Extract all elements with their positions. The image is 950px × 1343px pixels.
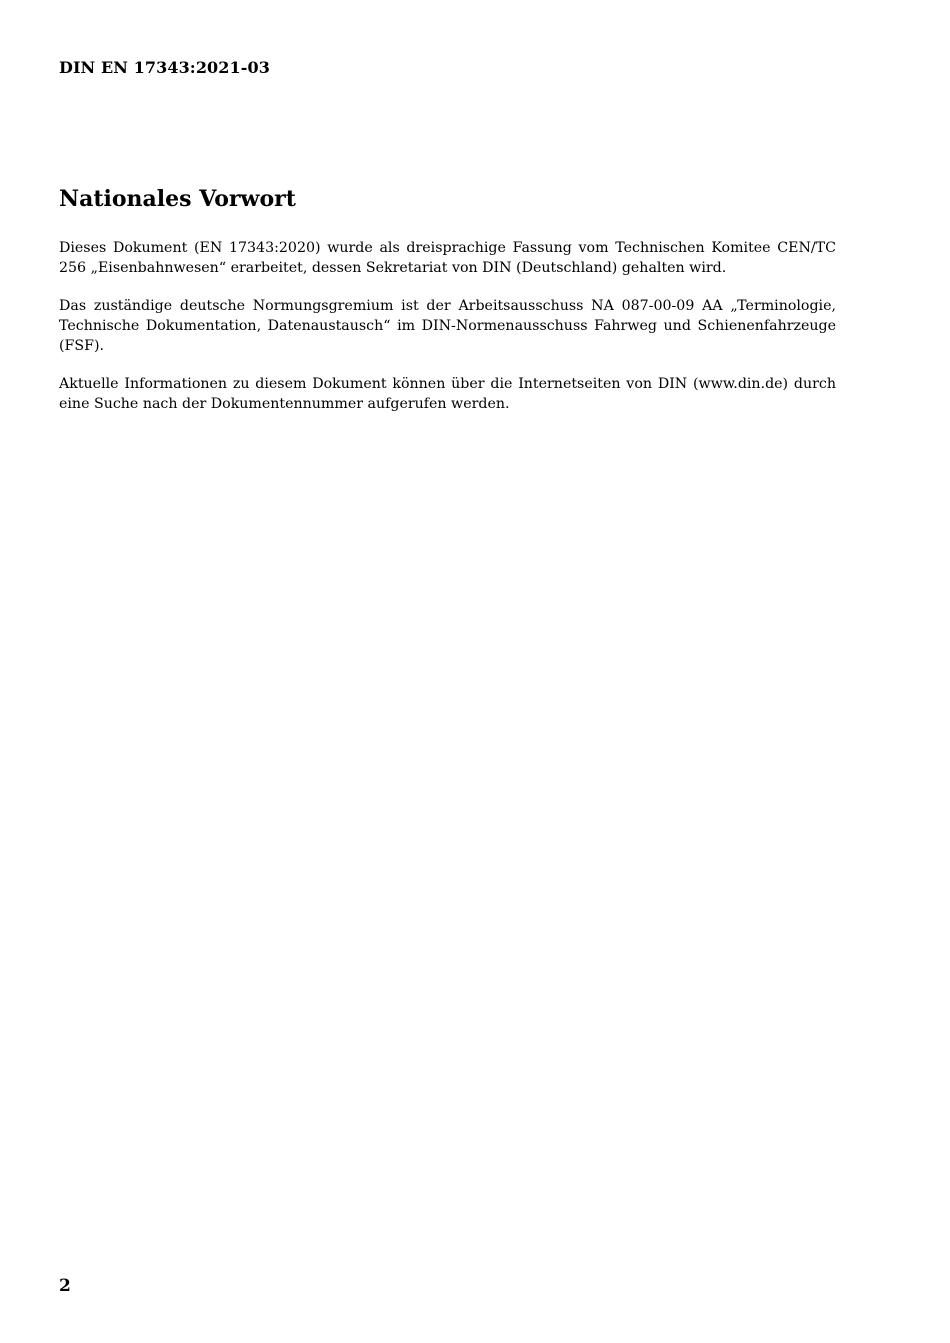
paragraph-1: Dieses Dokument (EN 17343:2020) wurde als dreisprachige Fassung vom Technischen Komitee CEN/TC 256 „Eisenbahnwesen“ erarbeitet, dessen Sekretariat von DIN (Deutschland) gehalten wird. — [59, 240, 836, 276]
paragraph-3: Aktuelle Informationen zu diesem Dokument können über die Internetseiten von DIN (www.din.de) durch eine Suche nach der Dokumentennummer aufgerufen werden. — [59, 376, 836, 412]
paragraph-2: Das zuständige deutsche Normungsgremium ist der Arbeitsausschuss NA 087-00-09 AA „Terminologie, Technische Dokumentation, Datenaustausch“ im DIN-Normenausschuss Fahrweg und Schienenfahrzeuge (FSF). — [59, 298, 836, 354]
document-id: DIN EN 17343:2021-03 — [59, 58, 270, 77]
body-text — [59, 238, 836, 432]
page-title: Nationales Vorwort — [59, 186, 296, 212]
page-number: 2 — [59, 1276, 71, 1296]
